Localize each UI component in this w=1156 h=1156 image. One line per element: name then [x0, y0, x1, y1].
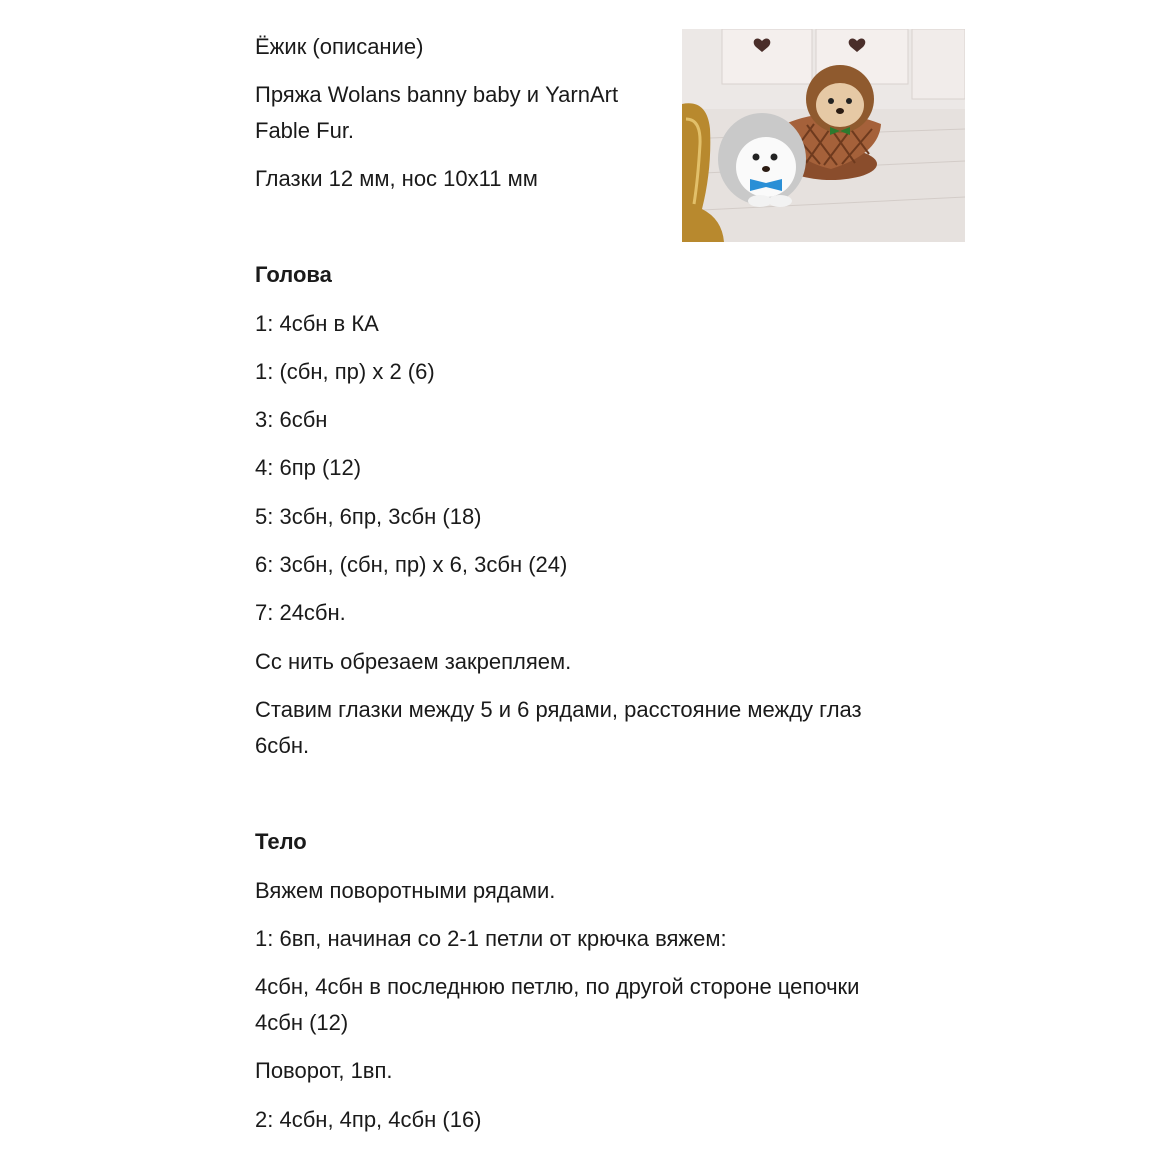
head-row: 1: 4сбн в КА	[255, 311, 379, 336]
body-row: 1: 6вп, начиная со 2-1 петли от крючка вяжем:	[255, 926, 727, 951]
head-row: 5: 3сбн, 6пр, 3сбн (18)	[255, 504, 482, 529]
head-row: 4: 6пр (12)	[255, 455, 362, 480]
head-note-line-1: Ставим глазки между 5 и 6 рядами, расстояние между глаз	[255, 697, 862, 722]
body-heading: Тело	[255, 829, 307, 854]
body-row: 2: 4сбн, 4пр, 4сбн (16)	[255, 1107, 482, 1132]
body-row: Поворот, 1вп.	[255, 1058, 393, 1083]
eyes-nose-line: Глазки 12 мм, нос 10х11 мм	[255, 166, 538, 191]
head-row: 6: 3сбн, (сбн, пр) х 6, 3сбн (24)	[255, 552, 568, 577]
body-row-wrap-2: 4сбн (12)	[255, 1010, 349, 1035]
body-row-wrap-1: 4сбн, 4сбн в последнюю петлю, по другой стороне цепочки	[255, 974, 860, 999]
head-row: 3: 6сбн	[255, 407, 328, 432]
head-row: 1: (сбн, пр) х 2 (6)	[255, 359, 435, 384]
head-heading: Голова	[255, 262, 332, 287]
head-row: 7: 24сбн.	[255, 600, 346, 625]
body-row: Вяжем поворотными рядами.	[255, 878, 556, 903]
head-note-line-2: 6сбн.	[255, 733, 310, 758]
hedgehog-photo	[682, 29, 965, 242]
yarn-line-1: Пряжа Wolans banny baby и YarnArt	[255, 82, 619, 107]
document-title: Ёжик (описание)	[255, 34, 424, 59]
head-row: Сс нить обрезаем закрепляем.	[255, 649, 572, 674]
yarn-line-2: Fable Fur.	[255, 118, 355, 143]
